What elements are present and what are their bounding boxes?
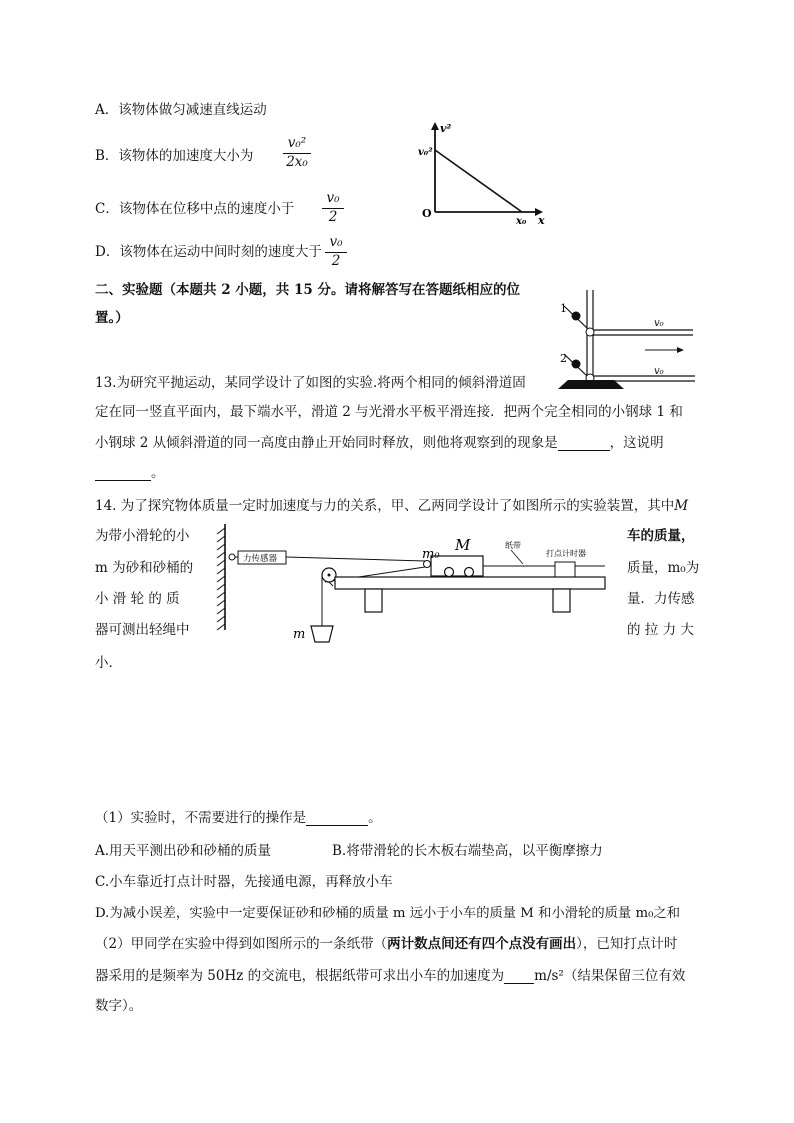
q14-part2-text-b: ），已知打点计时 xyxy=(576,936,678,952)
q14-line1-M: M xyxy=(674,498,689,514)
fraction-numerator: v₀² xyxy=(287,135,307,151)
q14-right-1: 车的质量， xyxy=(627,528,695,544)
q14-part2-text-a: （2）甲同学在实验中得到如图所示的一条纸带（ xyxy=(95,936,388,952)
timer xyxy=(555,562,575,577)
rope-upper xyxy=(286,557,425,561)
force-sensor-label: 力传感器 xyxy=(243,554,278,564)
q14-part1-text: （1）实验时，不需要进行的操作是 xyxy=(95,810,307,826)
q12-option-c-fraction xyxy=(322,192,344,224)
q14-part2-line2-end: （结果保留三位有效 xyxy=(563,968,686,984)
q13-line1: 13.为研究平抛运动，某同学设计了如图的实验.将两个相同的倾斜滑道固 xyxy=(95,375,526,391)
q12-option-b: B．该物体的加速度大小为 xyxy=(95,148,254,164)
q13-answer-blank-1[interactable] xyxy=(558,438,610,451)
base xyxy=(558,380,624,389)
q14-left-3: 小 滑 轮 的 质 xyxy=(95,591,180,607)
q14-part1-answer-blank[interactable] xyxy=(306,813,368,826)
y-tick-label: v₀² xyxy=(418,147,433,158)
q14-right-2: 质量，m₀为 xyxy=(627,560,700,576)
y-axis-arrow xyxy=(431,122,439,130)
bucket-mass-label: m xyxy=(293,627,306,642)
cart-mass-label: M xyxy=(455,536,471,554)
x-tick-label: x₀ xyxy=(516,216,527,226)
q13-line2: 定在同一竖直平面内，最下端水平，滑道 2 与光滑水平板平滑连接．把两个完全相同的小钢球 1 和 xyxy=(95,404,683,420)
q13-figure xyxy=(550,288,700,390)
section-2-heading-line2: 置。） xyxy=(95,310,129,326)
q14-part2-line3: 数字）。 xyxy=(95,998,143,1014)
paper-tape-label: 纸带 xyxy=(505,541,521,550)
q14-left-5: 小． xyxy=(95,655,122,671)
y-axis-label: v² xyxy=(440,122,452,135)
fraction-denominator: 2x₀ xyxy=(286,153,308,170)
q14-part2-line2 xyxy=(95,970,685,984)
q14-part2-answer-blank[interactable] xyxy=(504,971,534,984)
q14-option-a: A.用天平测出砂和砂桶的质量 xyxy=(95,843,272,859)
q14-apparatus-figure xyxy=(205,522,617,654)
fraction-numerator: v₀ xyxy=(326,190,340,206)
q14-part2-line2-text: 器采用的是频率为 50Hz 的交流电，根据纸带可求出小车的加速度为 xyxy=(95,968,505,984)
section-2-heading-line1: 二、实验题（本题共 2 小题，共 15 分。请将解答写在答题纸相应的位 xyxy=(95,282,520,298)
q14-option-c: C.小车靠近打点计时器，先接通电源，再释放小车 xyxy=(95,874,393,890)
q12-v2-x-graph xyxy=(410,120,550,226)
q13-line3-text: 小钢球 2 从倾斜滑道的同一高度由静止开始同时释放，则他将观察到的现象是 xyxy=(95,435,558,451)
q14-left-1: 为带小滑轮的小 xyxy=(95,528,190,544)
q14-line1 xyxy=(95,500,688,514)
timer-label: 打点计时器 xyxy=(546,549,586,558)
ball-2-label: 2 xyxy=(560,352,567,365)
q14-left-4: 器可测出轻绳中 xyxy=(95,622,190,638)
graph-line xyxy=(435,150,522,212)
q14-part2-bold: 两计数点间还有四个点没有画出 xyxy=(387,936,577,952)
long-board xyxy=(335,577,605,589)
q12-option-d: D．该物体在运动中间时刻的速度大于 xyxy=(95,244,322,260)
q14-part2-line1 xyxy=(95,938,677,952)
q14-right-4: 的 拉 力 大 xyxy=(627,622,694,638)
q14-line1-text: 14. 为了探究物体质量一定时加速度与力的关系，甲、乙两同学设计了如图所示的实验装置，其中 xyxy=(95,498,675,514)
ball-1 xyxy=(572,312,581,321)
q14-part1-end: 。 xyxy=(368,810,382,826)
velocity-label-top: v₀ xyxy=(654,318,664,329)
q12-option-d-fraction xyxy=(325,236,347,268)
q13-answer-blank-2[interactable] xyxy=(95,468,151,481)
board-leg-right xyxy=(553,589,570,612)
q14-part1 xyxy=(95,812,382,826)
q14-option-d: D.为减小误差，实验中一定要保证砂和砂桶的质量 m 远小于小车的质量 M 和小滑轮的质量 m₀之和 xyxy=(95,906,680,921)
q14-part2-unit: m/s² xyxy=(534,968,564,984)
sand-bucket xyxy=(311,626,333,642)
origin-label: O xyxy=(422,207,432,220)
board-leg-left xyxy=(365,589,382,612)
q12-option-b-fraction xyxy=(283,137,311,169)
q13-line4 xyxy=(95,467,165,481)
q14-right-3: 量．力传感 xyxy=(627,591,695,607)
ball-1-label: 1 xyxy=(560,302,567,315)
q13-line3 xyxy=(95,437,664,451)
q12-option-a: A．该物体做匀减速直线运动 xyxy=(95,102,267,118)
q13-line3-end: ，这说明 xyxy=(609,435,664,451)
ball-2 xyxy=(572,360,581,369)
fraction-denominator: 2 xyxy=(328,208,338,225)
velocity-label-bottom: v₀ xyxy=(654,366,664,377)
q12-option-c: C．该物体在位移中点的速度小于 xyxy=(95,201,295,217)
q14-option-b: B.将带滑轮的长木板右端垫高，以平衡摩擦力 xyxy=(332,843,603,859)
cart-pulley-mass-label: m₀ xyxy=(422,547,440,562)
fraction-denominator: 2 xyxy=(331,252,341,269)
q14-left-2: m 为砂和砂桶的 xyxy=(95,560,194,576)
q13-line4-end: 。 xyxy=(151,465,165,481)
x-axis-label: x xyxy=(538,214,545,226)
fraction-numerator: v₀ xyxy=(329,234,343,250)
